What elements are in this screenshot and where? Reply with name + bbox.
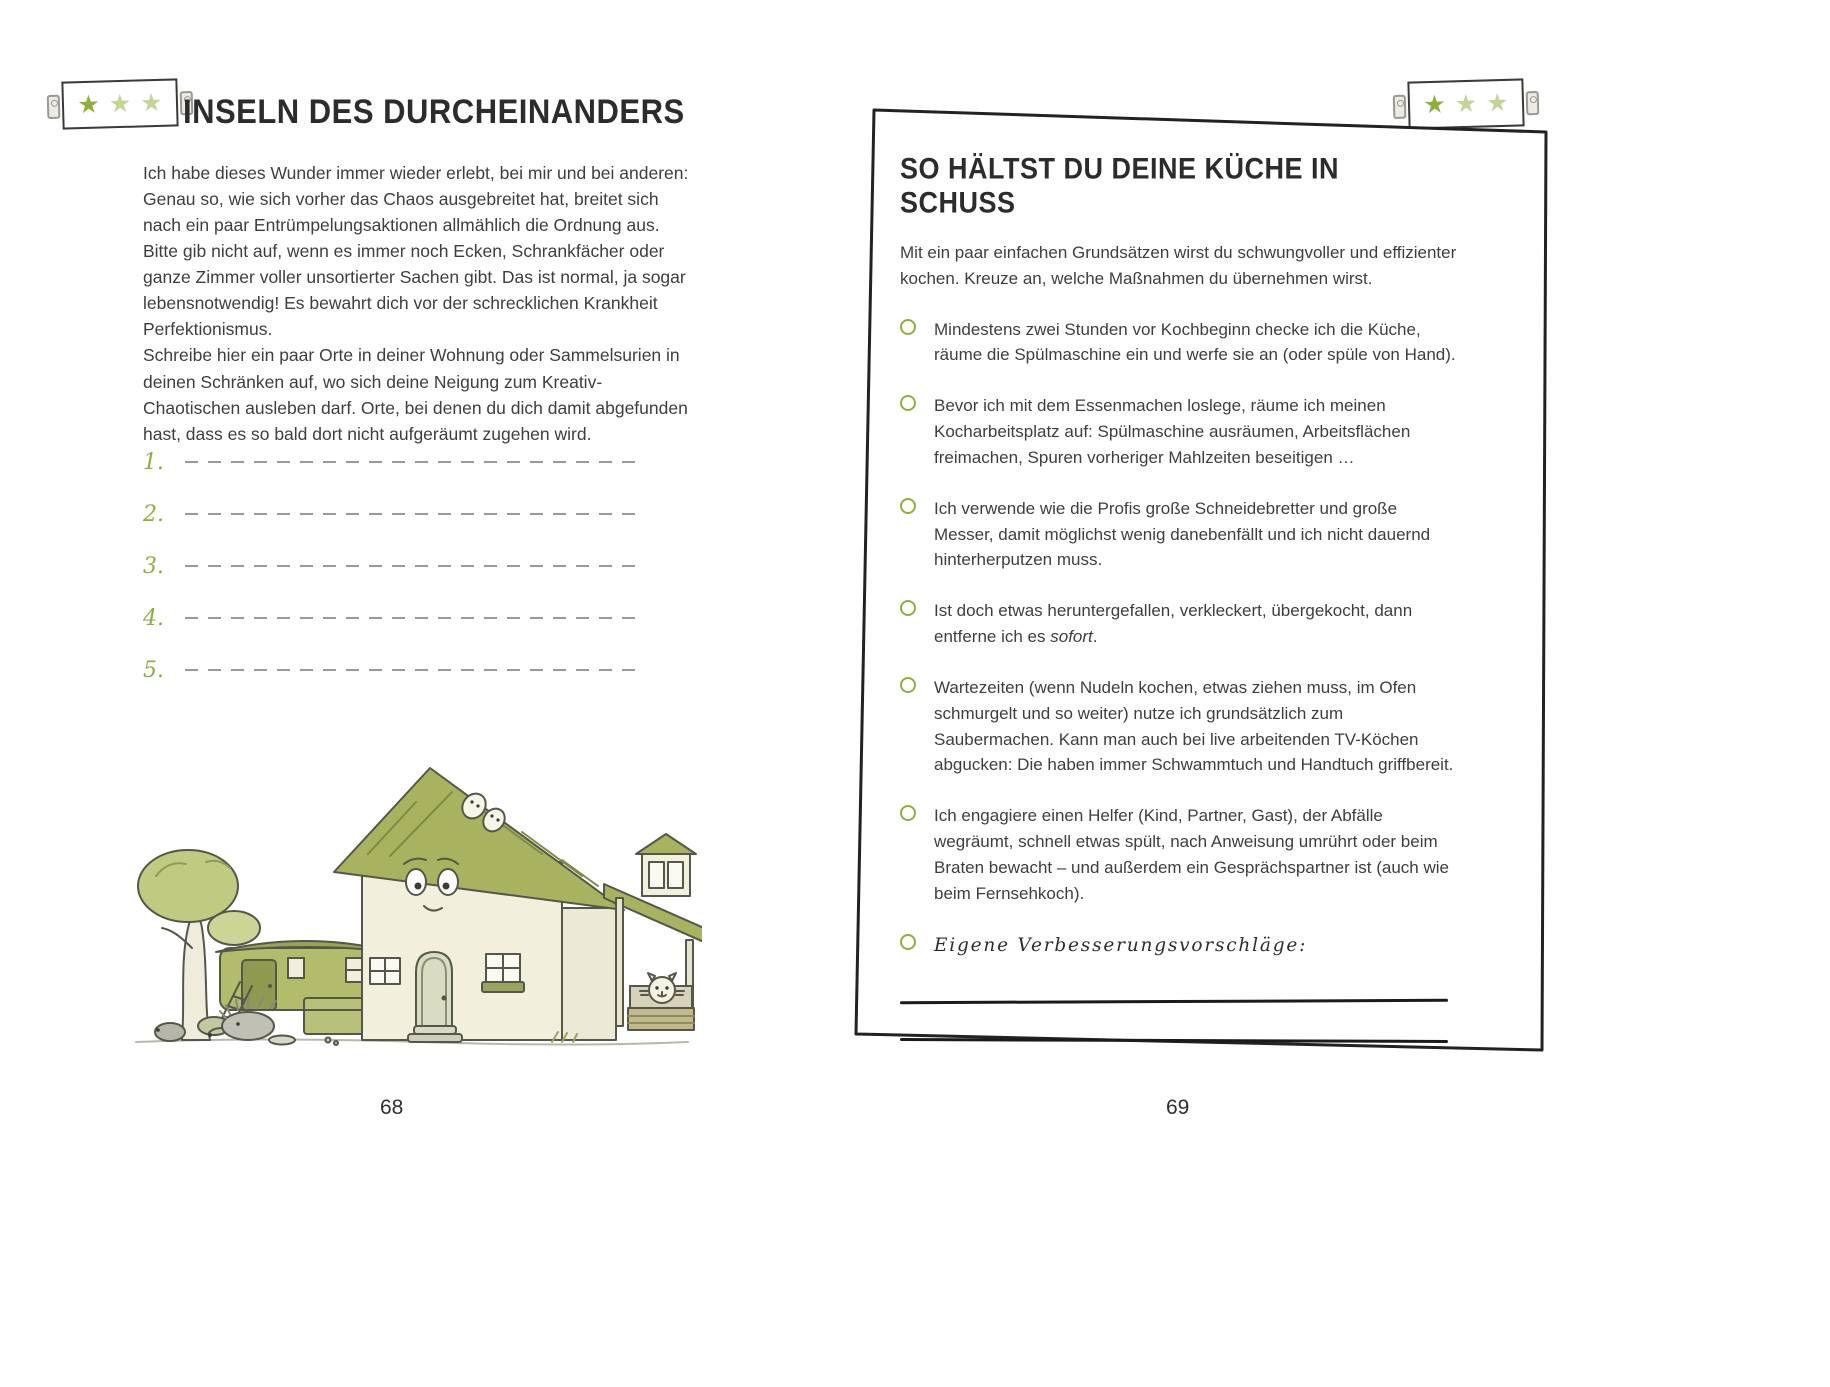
clip-icon bbox=[47, 95, 61, 119]
list-number: 2. bbox=[143, 501, 164, 527]
checklist-item-custom bbox=[900, 932, 1460, 960]
dashed-writing-line[interactable] bbox=[185, 669, 640, 671]
house bbox=[334, 768, 624, 1042]
checkbox-circle-icon[interactable] bbox=[900, 498, 916, 514]
house-illustration bbox=[122, 758, 702, 1058]
checklist-item-text bbox=[934, 598, 1460, 650]
intro-text-block bbox=[143, 160, 695, 447]
star-icon: ★ bbox=[139, 88, 163, 117]
checklist-item-text: Bevor ich mit dem Essenmachen loslege, räume ich meinen Kocharbeitsplatz auf: Spülmaschine ausräumen, Arbeitsflächen freimachen, Spuren vorheriger Mahlzeiten beseitigen … bbox=[934, 396, 1411, 467]
checklist-item bbox=[900, 803, 1460, 906]
page-number: 69 bbox=[1166, 1096, 1190, 1119]
card-intro: Mit ein paar einfachen Grundsätzen wirst du schwungvoller und effizienter kochen. Kreuze an, welche Maßnahmen du übernehmen wirst. bbox=[900, 243, 1457, 288]
handwritten-label: Eigene Verbesserungsvorschläge: bbox=[934, 934, 1308, 956]
text-segment: . bbox=[1092, 627, 1098, 647]
list-item bbox=[143, 436, 640, 488]
checklist-item-text: Ich engagiere einen Helfer (Kind, Partner, Gast), der Abfälle wegräumt, schnell etwas spült, nach Anweisung umrührt oder beim Braten bewacht – und außerdem ein Gesprächspartner ist (auch wie beim Fernsehkoch). bbox=[934, 806, 1449, 903]
page-number: 68 bbox=[380, 1096, 404, 1119]
kitchen-checklist-card bbox=[852, 100, 1558, 1064]
fill-in-list bbox=[143, 436, 640, 696]
text-segment: Ist doch etwas heruntergefallen, verkleckert, übergekocht, dann entferne ich es bbox=[934, 601, 1413, 647]
checklist-item bbox=[900, 675, 1460, 778]
list-number: 5. bbox=[143, 657, 164, 683]
paragraph: Schreibe hier ein paar Orte in deiner Wohnung oder Sammelsurien in deinen Schränken auf, wo sich deine Neigung zum Kreativ-Chaotischen ausleben darf. Orte, bei denen du dich damit abgefunden hast, dass es so bald dort nicht aufgeräumt zugehen wird. bbox=[143, 345, 688, 444]
checkbox-circle-icon[interactable] bbox=[900, 934, 916, 950]
checklist-item-text: Wartezeiten (wenn Nudeln kochen, etwas ziehen muss, im Ofen schmurgelt und so weiter) nutze ich grundsätzlich zum Saubermachen. Kann man auch bei live arbeitenden TV-Köchen abgucken: Die haben immer Schwammtuch und Handtuch griffbereit. bbox=[934, 677, 1454, 775]
card-content bbox=[900, 152, 1460, 1042]
star-icon: ★ bbox=[1422, 90, 1447, 119]
checkbox-circle-icon[interactable] bbox=[900, 805, 916, 821]
dashed-writing-line[interactable] bbox=[185, 461, 640, 463]
list-number: 4. bbox=[143, 605, 164, 631]
checkbox-circle-icon[interactable] bbox=[900, 395, 916, 411]
dashed-writing-line[interactable] bbox=[185, 565, 640, 567]
list-number: 1. bbox=[143, 449, 164, 475]
dashed-writing-line[interactable] bbox=[185, 513, 640, 515]
star-icon: ★ bbox=[76, 90, 101, 119]
list-item bbox=[143, 644, 640, 696]
checklist-item-text: Ich verwende wie die Profis große Schneidebretter und große Messer, damit möglichst wenig danebenfällt und ich nicht dauernd hinterherputzen muss. bbox=[934, 498, 1431, 570]
checkbox-circle-icon[interactable] bbox=[900, 677, 916, 693]
checkbox-circle-icon[interactable] bbox=[900, 600, 916, 616]
star-icon: ★ bbox=[1454, 89, 1478, 118]
list-number: 3. bbox=[143, 553, 164, 579]
cat bbox=[630, 973, 692, 1010]
checklist-item bbox=[900, 393, 1460, 470]
star-badge-left bbox=[61, 78, 178, 129]
list-item bbox=[143, 592, 640, 644]
list-item bbox=[143, 488, 640, 540]
porch bbox=[604, 884, 702, 1030]
dormer-window bbox=[636, 834, 696, 896]
italic-word: sofort bbox=[1050, 627, 1093, 647]
mole bbox=[155, 1023, 185, 1041]
page-title: INSELN DES DURCHEINANDERS bbox=[183, 92, 685, 131]
card-title: SO HÄLTST DU DEINE KÜCHE IN SCHUSS bbox=[900, 152, 1340, 220]
paragraph: Ich habe dieses Wunder immer wieder erlebt, bei mir und bei anderen: Genau so, wie sich vorher das Chaos ausgebreitet hat, breitet sich nach ein paar Entrümpelungsaktionen allmählich die Ordnung aus. Bitte gib nicht auf, wenn es immer noch Ecken, Schrankfächer oder ganze Zimmer voller unsortierter Sachen gibt. Das ist normal, ja sogar lebensnotwendig! Es bewahrt dich vor der schrecklichen Krankheit Perfektionismus. bbox=[143, 163, 689, 340]
dashed-writing-line[interactable] bbox=[185, 617, 640, 619]
checklist-item bbox=[900, 598, 1460, 650]
list-item bbox=[143, 540, 640, 592]
checklist-item bbox=[900, 317, 1460, 369]
checkbox-circle-icon[interactable] bbox=[900, 319, 916, 335]
writing-line[interactable] bbox=[900, 998, 1448, 1003]
checklist-item-text: Mindestens zwei Stunden vor Kochbeginn checke ich die Küche, räume die Spülmaschine ein und werfe sie an (oder spüle von Hand). bbox=[934, 319, 1456, 365]
star-icon: ★ bbox=[1485, 88, 1509, 117]
checklist-item bbox=[900, 496, 1460, 573]
star-icon: ★ bbox=[108, 89, 132, 118]
